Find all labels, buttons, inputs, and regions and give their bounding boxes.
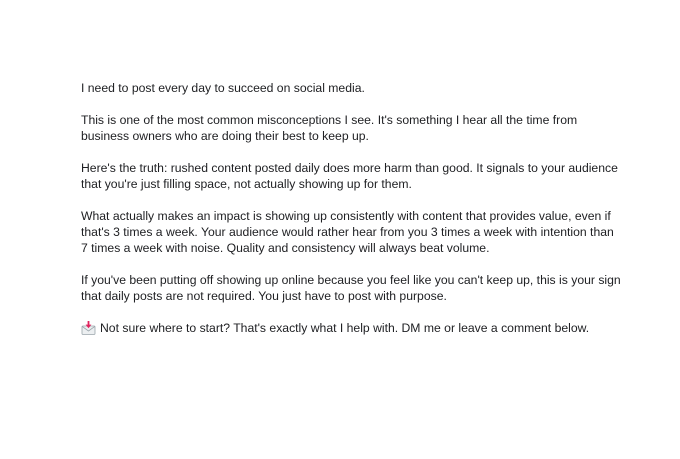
post-paragraph-impact: What actually makes an impact is showing up consistently with content that provides value, even if that's 3 times a week. Your audience would rather hear from you 3 times a week with intention than 7 times a week with noise. Quality and consistency will always beat volume. [81, 209, 614, 255]
post-call-to-action [81, 320, 621, 336]
incoming-envelope-icon [81, 321, 96, 335]
post-paragraph-misconception: This is one of the most common misconceptions I see. It's something I hear all the time from business owners who are doing their best to keep up. [81, 113, 578, 143]
post-paragraph-hook: I need to post every day to succeed on social media. [81, 81, 365, 95]
post-paragraph-sign: If you've been putting off showing up online because you feel like you can't keep up, this is your sign that daily posts are not required. You just have to post with purpose. [81, 273, 621, 303]
call-to-action-text: Not sure where to start? That's exactly what I help with. DM me or leave a comment below. [100, 321, 590, 335]
post-body [81, 80, 621, 336]
post-paragraph-truth: Here's the truth: rushed content posted daily does more harm than good. It signals to your audience that you're just filling space, not actually showing up for them. [81, 161, 618, 191]
